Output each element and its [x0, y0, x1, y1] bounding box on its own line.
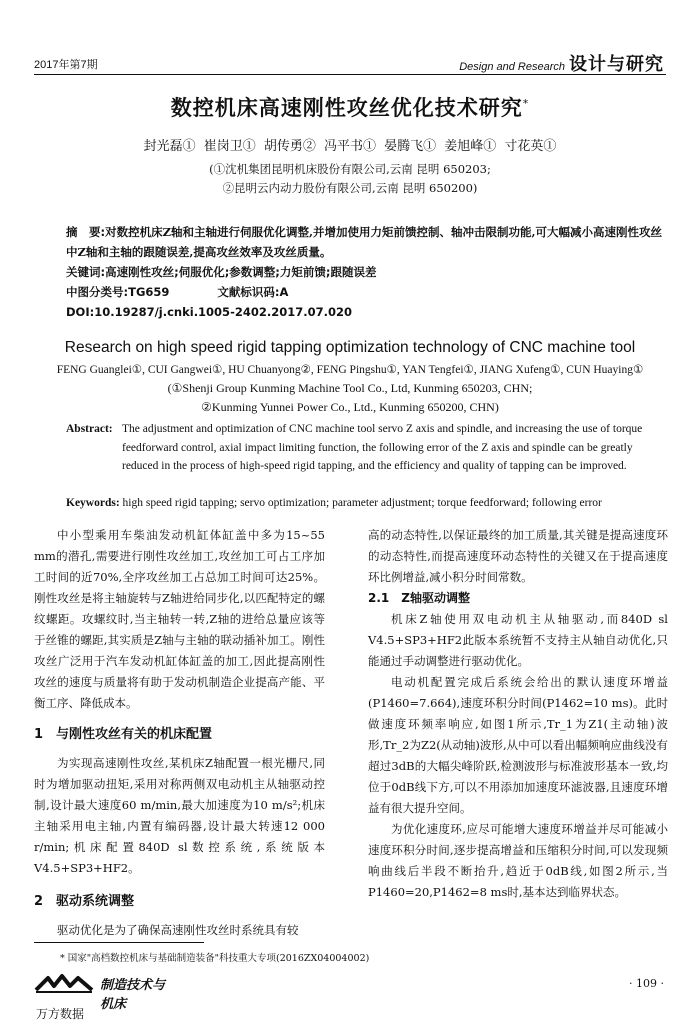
journal-logo-text: 制造技术与机床: [100, 978, 166, 1012]
paper-title-en: Research on high speed rigid tapping optimization technology of CNC machine tool: [64, 339, 636, 356]
paper-title-cn: [0, 92, 700, 122]
doc-code-label: 文献标识码:: [217, 285, 280, 299]
affiliation-en-2: ②Kunming Yunnei Power Co., Ltd., Kunming 650200, CHN): [201, 400, 499, 414]
doc-code-value: A: [279, 285, 289, 299]
clc-value: TG659: [128, 285, 170, 299]
header-rule: [34, 74, 666, 75]
keywords-en-text: high speed rigid tapping; servo optimization; parameter adjustment; torque feedforward; following error: [122, 497, 602, 509]
abstract-cn-text: 对数控机床Z轴和主轴进行伺服优化调整,并增加使用力矩前馈控制、轴冲击限制功能,可大幅减小高速刚性攻丝中Z轴和主轴的跟随误差,提高攻丝效率及攻丝质量。: [66, 225, 663, 259]
abstract-cn: [66, 222, 666, 262]
authors-cn: 封光磊① 崔岗卫① 胡传勇② 冯平书① 晏腾飞① 姜旭峰① 寸花英①: [143, 139, 557, 154]
authors-en: FENG Guanglei①, CUI Gangwei①, HU Chuanyong②, FENG Pingshu①, YAN Tengfei①, JIANG Xufeng①, CUN Huaying①: [56, 364, 644, 376]
abstract-cn-label: 摘 要:: [66, 225, 106, 239]
abstract-en: [66, 420, 666, 476]
keywords-en: [66, 497, 676, 509]
keywords-en-label: Keywords:: [66, 497, 120, 509]
funding-footnote: * 国家"高档数控机床与基础制造装备"科技重大专项(2016ZX04004002): [60, 953, 370, 964]
section-en: Design and Research: [459, 61, 565, 73]
issue-label: 2017年第7期: [34, 59, 98, 71]
doi-value: 10.19287/j.cnki.1005-2402.2017.07.020: [94, 305, 352, 319]
section-2-1-paragraph-3: 为优化速度环,应尽可能增大速度环增益并尽可能减小速度环积分时间,逐步提高增益和压缩积分时间,可以发现频响曲线后半段不断抬升,趋近于0dB线,如图2所示,当P1460=20,P1462=8 ms时,基本达到临界状态。: [368, 822, 668, 899]
section-2-1-heading: 2.1 Z轴驱动调整: [368, 591, 470, 605]
doi-label: DOI:: [66, 305, 95, 319]
journal-logo: [34, 972, 174, 1012]
affiliation-cn-1: (①沈机集团昆明机床股份有限公司,云南 昆明 650203;: [209, 162, 491, 176]
body-column-left: [34, 525, 325, 941]
keywords-cn-label: 关键词:: [66, 265, 106, 279]
section-2-paragraph: 驱动优化是为了确保高速刚性攻丝时系统具有较: [57, 923, 299, 937]
wanfang-watermark: 万方数据: [36, 1007, 85, 1021]
section-header: [459, 50, 664, 76]
section-2-heading: 2 驱动系统调整: [34, 894, 135, 909]
title-cn-text: 数控机床高速刚性攻丝优化技术研究: [170, 96, 523, 120]
clc-label: 中图分类号:: [66, 285, 129, 299]
keywords-cn: [66, 262, 377, 282]
body-column-right: [368, 525, 668, 903]
keywords-cn-text: 高速刚性攻丝;伺服优化;参数调整;力矩前馈;跟随误差: [105, 265, 377, 279]
doi-line: [66, 302, 352, 322]
section-1-paragraph: 为实现高速刚性攻丝,某机床Z轴配置一根光栅尺,同时为增加驱动扭矩,采用对称两侧双电动机主从轴驱动控制,设计最大速度60 m/min,最大加速度为10 m/s²;机床主轴采用电主轴,内置有编码器,设计最大转速12 000 r/min;机床配置840D sl数控系统,系统版本V4.5+SP3+HF2。: [34, 756, 325, 875]
affiliation-cn-2: ②昆明云内动力股份有限公司,云南 昆明 650200): [222, 181, 478, 195]
abstract-en-label: Abstract:: [66, 423, 113, 435]
journal-logo-icon: [34, 972, 94, 994]
title-footnote-mark: *: [522, 97, 530, 110]
section-2-1-paragraph-1: 机床Z轴使用双电动机主从轴驱动,而840D sl V4.5+SP3+HF2此版本系统暂不支持主从轴自动优化,只能通过手动调整进行驱动优化。: [368, 612, 668, 668]
section-2-1-paragraph-2: 电动机配置完成后系统会给出的默认速度环增益(P1460=7.664),速度环积分时间(P1462=10 ms)。此时做速度环频率响应,如图1所示,Tr_1为Z1(主动轴)波形,Tr_2为Z2(从动轴)波形,从中可以看出幅频响应曲线没有超过3dB的大幅尖峰阶跃,检测波形与标准波形基本一致,均位于0dB线下方,可以不用添加加速度环滤波器,且速度环增益有很大提升空间。: [368, 675, 668, 815]
affiliation-en-1: (①Shenji Group Kunming Machine Tool Co., Ltd, Kunming 650203, CHN;: [167, 381, 533, 395]
page-number: · 109 ·: [629, 977, 664, 990]
section-cn: 设计与研究: [569, 54, 664, 74]
abstract-en-text: The adjustment and optimization of CNC machine tool servo Z axis and spindle, and increasing the use of torque feedforward control, axial impact limiting function, the following error of the Z axis and spindle can be greatly reduced in the process of high-speed rigid tapping, and the efficiency and quality of tapping can be improved.: [122, 423, 643, 472]
intro-paragraph: 中小型乘用车柴油发动机缸体缸盖中多为15~55 mm的潜孔,需要进行刚性攻丝加工,攻丝加工可占工序加工时间的近70%,全序攻丝加工占总加工时间可达25%。刚性攻丝是将主轴旋转与Z轴进给同步化,以匹配特定的螺纹螺距。攻螺纹时,当主轴转一转,Z轴的进给总量应该等于丝锥的螺距,其实质是Z轴与主轴的联动插补加工。刚性攻丝广泛用于汽车发动机缸体缸盖的加工,因此提高刚性攻丝的速度与质量将有助于发动机制造企业提高产能、平衡工序、降低成本。: [34, 528, 325, 710]
clc-line: [66, 282, 288, 302]
section-1-heading: 1 与刚性攻丝有关的机床配置: [34, 727, 213, 742]
right-paragraph-1: 高的动态特性,以保证最终的加工质量,其关键是提高速度环的动态特性,而提高速度环动态特性的关键又在于提高速度环比例增益,减小积分时间常数。: [368, 528, 668, 584]
footnote-rule: [34, 942, 204, 943]
